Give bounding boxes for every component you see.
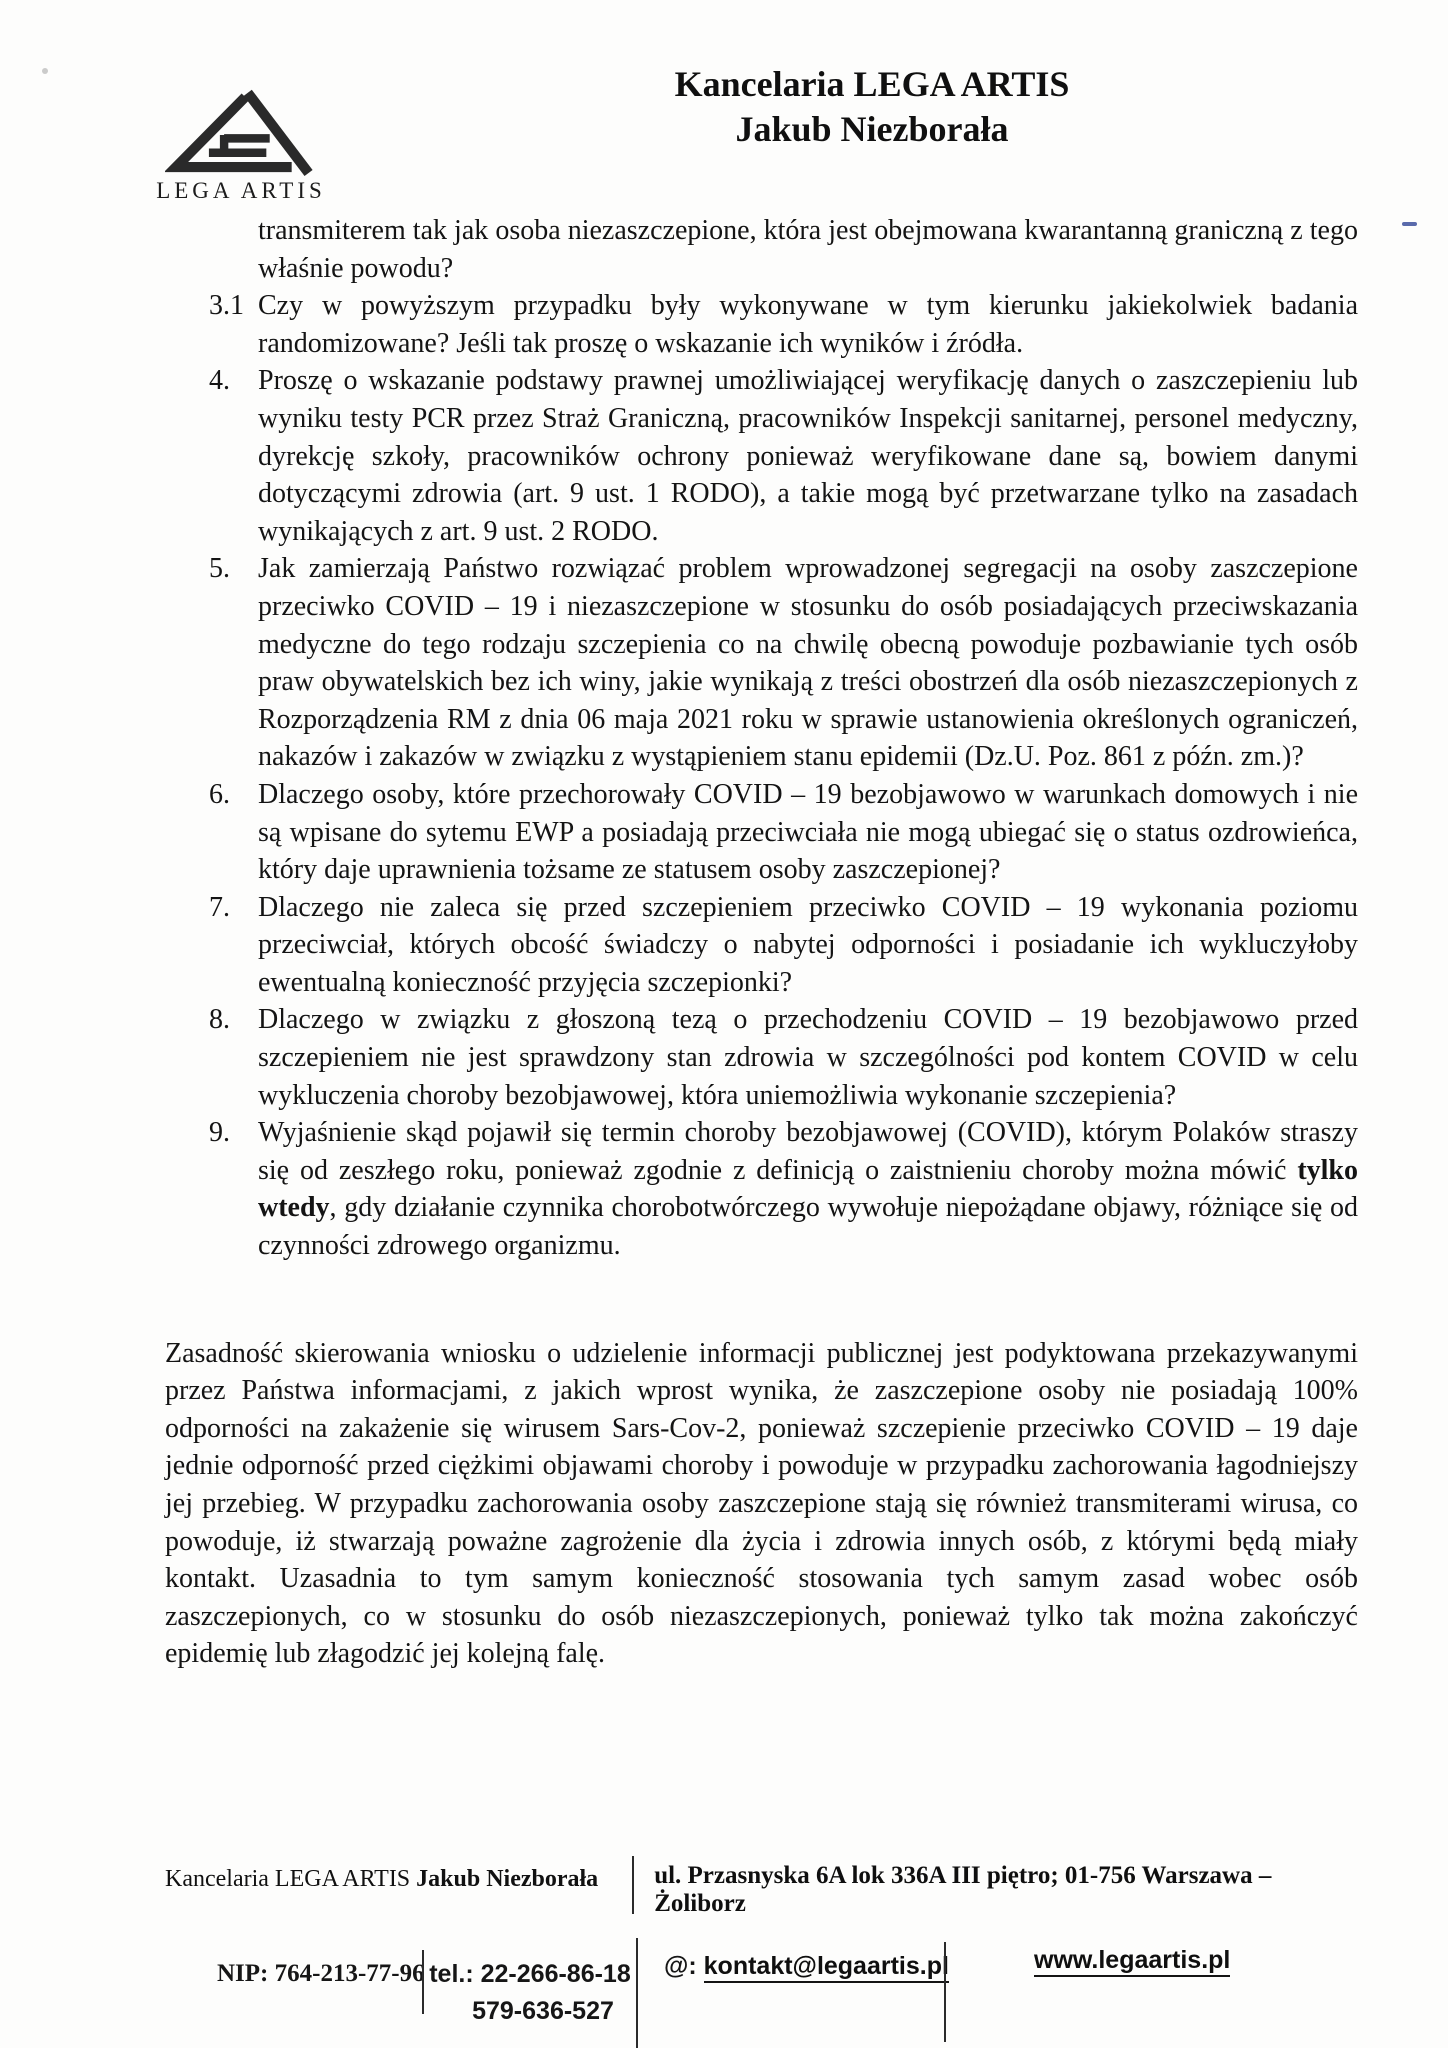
footer-contact-row xyxy=(165,1938,1365,2048)
company-name: Kancelaria LEGA ARTIS xyxy=(674,64,1070,104)
item-text: Dlaczego w związku z głoszoną tezą o przechodzeniu COVID – 19 bezobjawowo przed szczepieniem nie jest sprawdzony stan zdrowia w szczególności pod kontem COVID w celu wykluczenia choroby bezobjawowej, która uniemożliwia wykonanie szczepienia? xyxy=(258,1004,1358,1111)
footer-divider xyxy=(632,1856,634,1914)
item-text: Dlaczego osoby, które przechorowały COVID – 19 bezobjawowo w warunkach domowych i nie są wpisane do sytemu EWP a posiadają przeciwciała nie mogą ubiegać się o status ozdrowieńca, który daje uprawnienia tożsame ze statusem osoby zaszczepionej? xyxy=(258,778,1358,886)
scan-speck xyxy=(42,68,48,74)
pen-mark xyxy=(1402,222,1417,226)
item-text: , gdy działanie czynnika chorobotwórczego wywołuje niepożądane objawy, różniące się od czynności zdrowego organizmu. xyxy=(258,1192,1358,1262)
item-number: 6. xyxy=(209,778,230,810)
footer-phone-2: 579-636-527 xyxy=(472,1997,614,2025)
owner-name: Jakub Niezborała xyxy=(735,109,1009,149)
item-text: Czy w powyższym przypadku były wykonywane w tym kierunku jakiekolwiek badania randomizowane? Jeśli tak proszę o wskazanie ich wyników i źródła. xyxy=(258,290,1358,359)
carryover-paragraph: transmiterem tak jak osoba niezaszczepione, która jest obejmowana kwarantanną graniczną z tego właśnie powodu? xyxy=(258,215,1358,284)
item-number: 9. xyxy=(209,1117,230,1149)
email-prefix: @: xyxy=(664,1952,697,1980)
item-text: Dlaczego nie zaleca się przed szczepieniem przeciwko COVID – 19 wykonania poziomu przeciwciał, których obcość świadczy o nabytej odporności i posiadanie ich wykluczyłoby ewentualną konieczność przyjęcia szczepionki? xyxy=(258,891,1358,998)
footer-phone xyxy=(424,1938,636,2030)
lega-artis-triangle-icon xyxy=(165,88,317,182)
item-number: 4. xyxy=(209,365,230,397)
footer-website xyxy=(946,1938,1230,1975)
footer-firm-row xyxy=(165,1856,1365,1918)
footer-firm-name xyxy=(165,1856,632,1893)
list-item-5 xyxy=(165,550,1358,776)
list-item-6 xyxy=(165,776,1358,889)
item-text: Proszę o wskazanie podstawy prawnej umożliwiającej weryfikację danych o zaszczepieniu lub wyniku testy PCR przez Straż Graniczną, pracowników Inspekcji sanitarnej, personel medyczny, dyrekcję szkoły, pracowników ochrony ponieważ weryfikowane dane są, bowiem danymi dotyczącymi zdrowia (art. 9 ust. 1 RODO), a takie mogą być przetwarzane tylko na zasadach wynikających z art. 9 ust. 2 RODO. xyxy=(258,365,1358,547)
item-text: Jak zamierzają Państwo rozwiązać problem wprowadzonej segregacji na osoby zaszczepione przeciwko COVID – 19 i niezaszczepione w stosunku do osób posiadających przeciwskazania medyczne do tego rodzaju szczepienia co na chwilę obecną powoduje pozbawianie tych osób praw obywatelskich bez ich winy, jakie wynikają z treści obostrzeń dla osób niezaszczepionych z Rozporządzenia RM z dnia 06 maja 2021 roku w sprawie ustanowienia określonych ograniczeń, nakazów i zakazów w związku z wystąpieniem stanu epidemii (Dz.U. Poz. 861 z późn. zm.)? xyxy=(258,553,1358,773)
item-text-bold: tylko wtedy xyxy=(258,1154,1358,1224)
list-item-4 xyxy=(165,362,1358,550)
item-number: 8. xyxy=(209,1004,230,1036)
footer-email xyxy=(638,1938,949,1981)
closing-paragraph: Zasadność skierowania wniosku o udzielenie informacji publicznej jest podyktowana przekazywanymi przez Państwa informacjami, z jakich wprost wynika, że zaszczepione osoby nie posiadają 100% odporności na zakażenie się wirusem Sars-Cov-2, ponieważ szczepienie przeciwko COVID – 19 daje jednie odporność przed ciężkimi objawami choroby i powoduje w przypadku zachorowania łagodniejszy jej przebieg. W przypadku zachorowania osoby zaszczepione stają się również transmiterami wirusa, co powoduje, iż stwarzają poważne zagrożenie dla życia i zdrowia innych osób, z którymi będą miały kontakt. Uzasadnia to tym samym konieczność stosowania tych samym zasad wobec osób zaszczepionych, co w stosunku do osób niezaszczepionych, ponieważ tylko tak można zakończyć epidemię lub złagodzić jej kolejną falę. xyxy=(165,1337,1358,1670)
footer-phone-1: tel.: 22-266-86-18 xyxy=(429,1960,631,1988)
item-number: 5. xyxy=(209,553,230,585)
footer-firm-bold: Jakub Niezborała xyxy=(416,1866,599,1892)
letter-body xyxy=(165,212,1358,1673)
list-item-8 xyxy=(165,1001,1358,1114)
item-text: Wyjaśnienie skąd pojawił się termin choroby bezobjawowej (COVID), którym Polaków straszy się od zeszłego roku, ponieważ zgodnie z definicją o zaistnieniu choroby można mówić xyxy=(258,1117,1358,1186)
list-item-3-1 xyxy=(165,287,1358,362)
item-number: 7. xyxy=(209,891,230,923)
list-item-7 xyxy=(165,889,1358,1002)
footer-address: ul. Przasnyska 6A lok 336A III piętro; 01-756 Warszawa – Żoliborz xyxy=(654,1862,1272,1917)
logo-caption: LEGA ARTIS xyxy=(156,178,326,203)
footer-firm-regular: Kancelaria LEGA ARTIS xyxy=(165,1866,411,1892)
letterhead-title xyxy=(570,62,1174,152)
website-link[interactable]: www.legaartis.pl xyxy=(1034,1946,1230,1977)
item-number: 3.1 xyxy=(209,290,244,322)
list-item-9 xyxy=(165,1114,1358,1264)
footer-nip: NIP: 764-213-77-96 xyxy=(217,1960,425,1987)
email-link[interactable]: kontakt@legaartis.pl xyxy=(704,1952,949,1983)
company-logo xyxy=(146,88,336,204)
